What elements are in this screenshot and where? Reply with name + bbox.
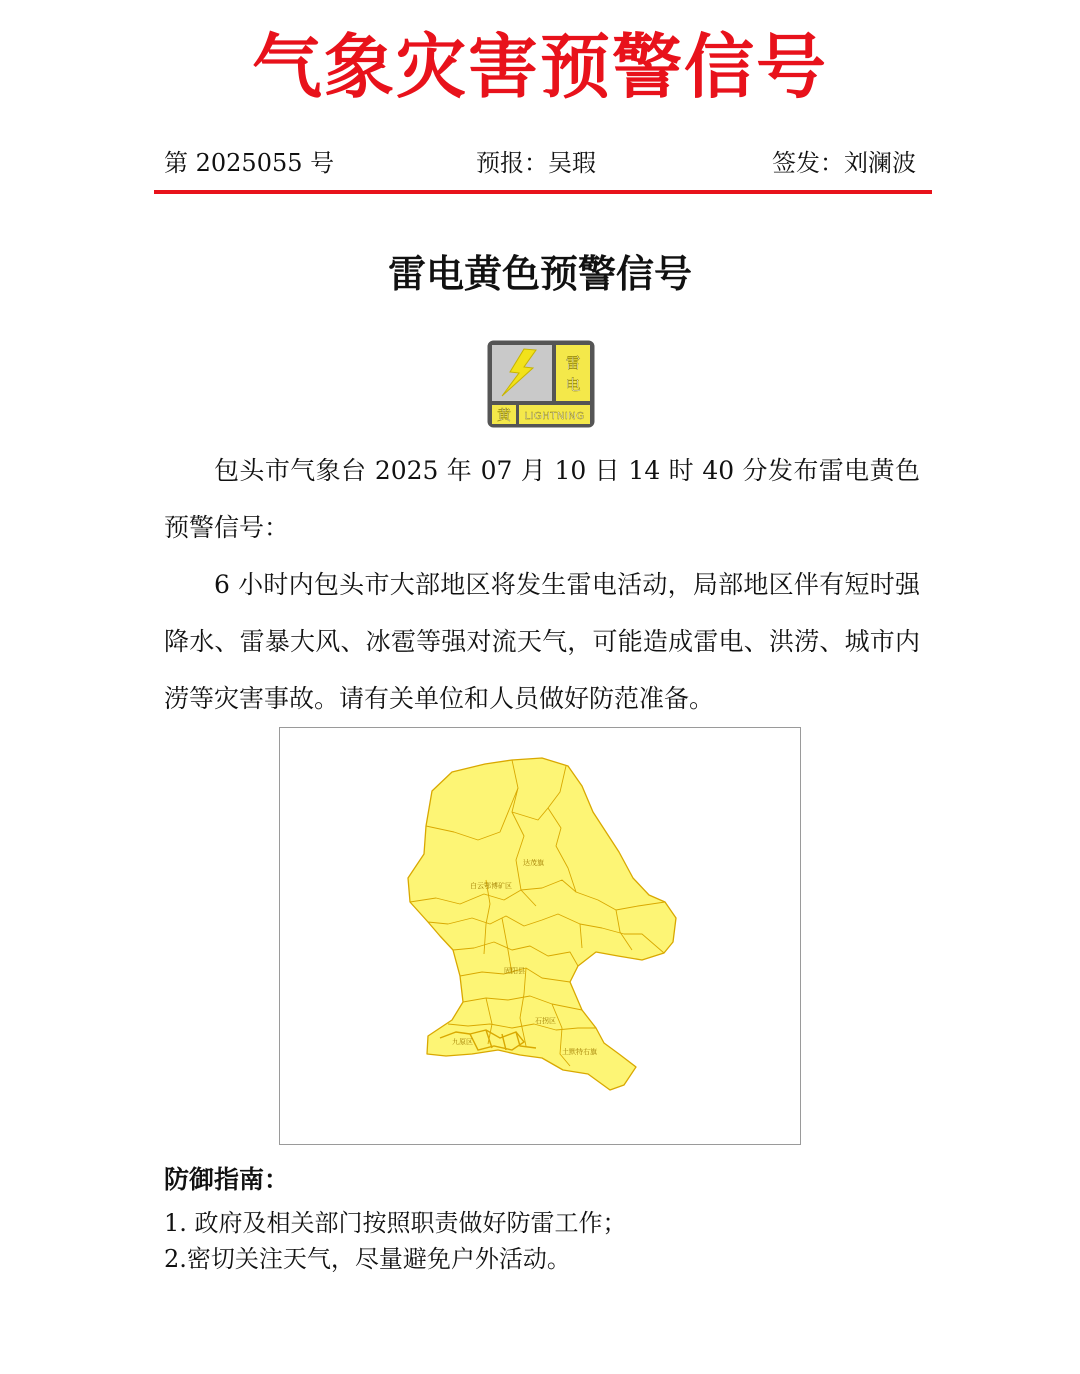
map-label-6: 土默特右旗 [562, 1048, 597, 1056]
guide-heading: 防御指南： [164, 1165, 290, 1194]
map-label-2: 白云鄂博矿区 [470, 882, 512, 890]
map-label-5: 石拐区 [535, 1017, 556, 1025]
warning-content-paragraph: 6 小时内包头市大部地区将发生雷电活动，局部地区伴有短时强降水、雷暴大风、冰雹等强对流天气，可能造成雷电、洪涝、城市内涝等灾害事故。请有关单位和人员做好防范准备。 [164, 570, 920, 713]
forecaster: 预报：吴瑕 [476, 149, 596, 177]
badge-label-top-char1: 雷 [565, 354, 581, 372]
badge-en-text: LIGHTNING [524, 411, 585, 422]
issuer: 签发：刘澜波 [772, 149, 916, 177]
issue-meta [164, 146, 916, 180]
issue-number: 第 2025055 号 [164, 149, 335, 177]
guide-item-2: 2.密切关注天气，尽量避免户外活动。 [164, 1245, 571, 1273]
badge-level-text: 黄 [497, 408, 511, 424]
warning-area-map [279, 727, 801, 1145]
map-label-1: 达茂旗 [523, 859, 544, 867]
map-svg [280, 728, 800, 1144]
map-label-3: 固阳县 [504, 967, 525, 975]
issuance-paragraph: 包头市气象台 2025 年 07 月 10 日 14 时 40 分发布雷电黄色预警信号： [164, 456, 920, 542]
map-label-4: 九原区 [452, 1038, 473, 1046]
masthead-title: 气象灾害预警信号 [252, 25, 828, 108]
header-divider [154, 190, 932, 194]
warning-title: 雷电黄色预警信号 [387, 251, 692, 296]
lightning-yellow-warning-badge [486, 339, 596, 429]
badge-label-top-char2: 电 [565, 376, 581, 394]
guide-item-1: 1. 政府及相关部门按照职责做好防雷工作； [164, 1209, 627, 1237]
